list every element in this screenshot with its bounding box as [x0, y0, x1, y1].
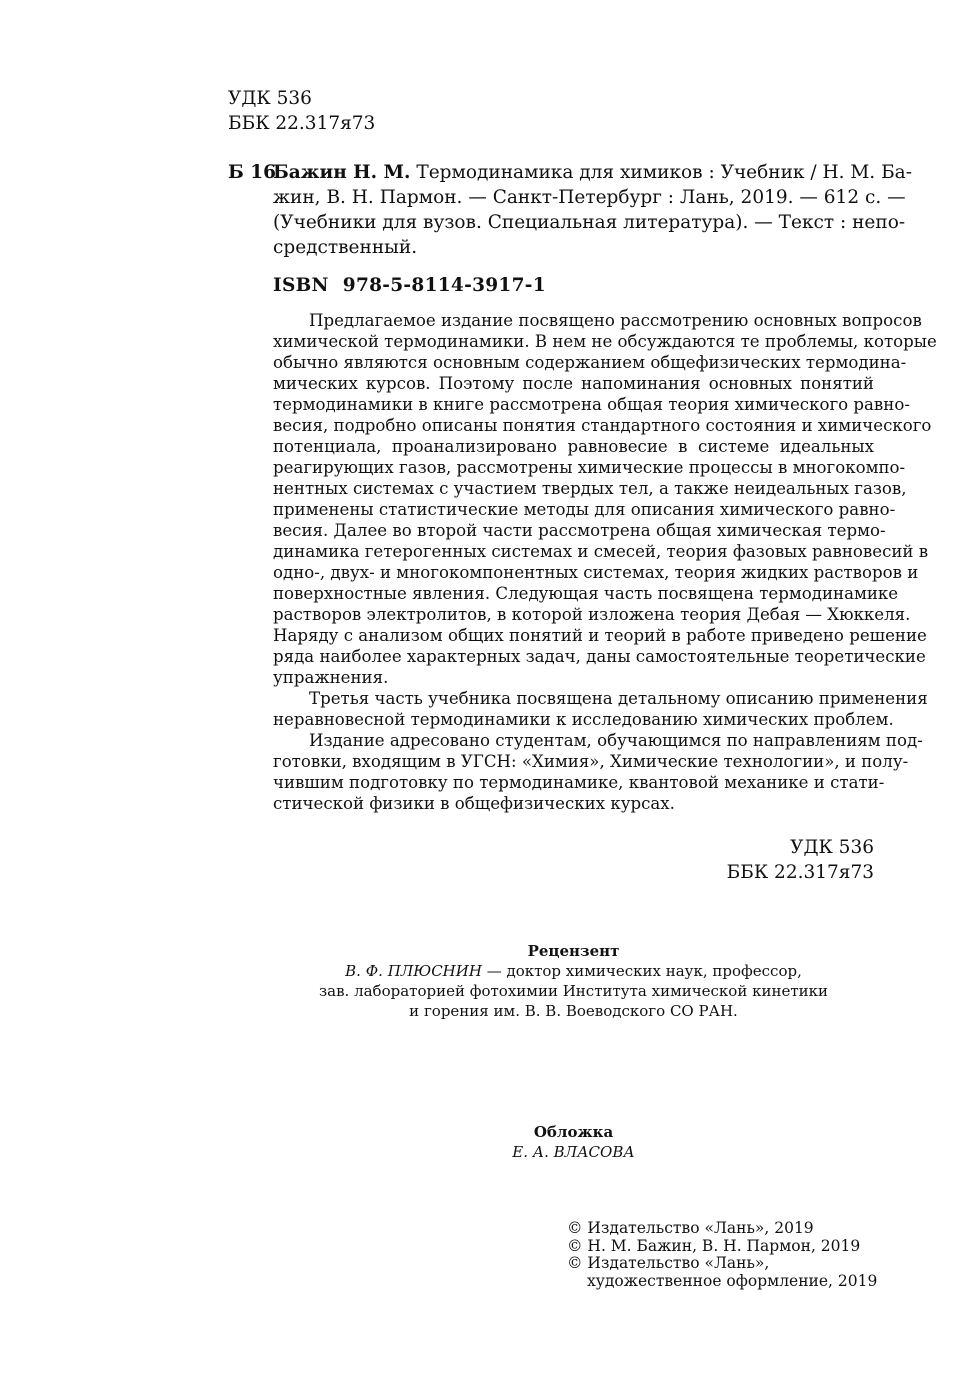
- copyright-line: © Н. М. Бажин, В. Н. Пармон, 2019: [567, 1236, 861, 1255]
- reviewer-title: — доктор химических наук, профессор,: [481, 962, 802, 980]
- udk-code: УДК 536: [790, 837, 874, 858]
- cover-heading: Обложка: [533, 1123, 614, 1141]
- copyright-line: © Издательство «Лань», 2019: [567, 1219, 814, 1237]
- cover-designer: Е. А. ВЛАСОВА: [512, 1143, 635, 1161]
- annotation-line: Третья часть учебника посвящена детальному описанию применения: [309, 689, 928, 708]
- annotation-line: нентных системах с участием твердых тел, а также неидеальных газов,: [273, 479, 907, 498]
- annotation-line: химической термодинамики. В нем не обсуждаются те проблемы, которые: [273, 332, 937, 351]
- author-mark: Б 16: [228, 162, 276, 183]
- annotation-line: потенциала, проанализировано равновесие в системе идеальных: [273, 437, 874, 456]
- copyright-line: художественное оформление, 2019: [587, 1271, 878, 1290]
- annotation: [273, 310, 937, 814]
- reviewer-line-2: зав. лабораторией фотохимии Института химической кинетики: [318, 982, 829, 1000]
- annotation-line: весия, подробно описаны понятия стандартного состояния и химического: [273, 416, 932, 435]
- reviewer-block: [273, 941, 874, 1021]
- reviewer-heading: Рецензент: [527, 942, 620, 960]
- bib-line-4: средственный.: [273, 237, 418, 258]
- annotation-line: обычно являются основным содержанием общефизических термодина-: [273, 353, 907, 372]
- author-name: Бажин Н. М.: [273, 162, 411, 183]
- bib-title: Термодинамика для химиков : Учебник / Н. М. Ба-: [410, 162, 912, 183]
- annotation-line: упражнения.: [273, 668, 389, 687]
- annotation-line: поверхностные явления. Следующая часть посвящена термодинамике: [273, 584, 899, 603]
- annotation-line: Издание адресовано студентам, обучающимся по направлениям под-: [309, 731, 923, 750]
- annotation-line: реагирующих газов, рассмотрены химические процессы в многокомпо-: [273, 458, 906, 477]
- cover-credit: [273, 1122, 874, 1162]
- reviewer-line-1: [273, 961, 874, 981]
- annotation-line: применены статистические методы для описания химического равно-: [273, 500, 896, 519]
- annotation-line: Предлагаемое издание посвящено рассмотрению основных вопросов: [309, 311, 922, 330]
- udk-code: УДК 536: [228, 88, 312, 109]
- isbn-label: ISBN: [273, 275, 329, 296]
- annotation-line: Наряду с анализом общих понятий и теорий в работе приведено решение: [273, 626, 927, 645]
- annotation-line: весия. Далее во второй части рассмотрена общая химическая термо-: [273, 521, 886, 540]
- annotation-line: готовки, входящим в УГСН: «Химия», Химические технологии», и полу-: [273, 752, 909, 771]
- isbn-number: 978-5-8114-3917-1: [342, 275, 546, 296]
- top-classification: [228, 86, 375, 136]
- copyright-block: [567, 1220, 877, 1290]
- annotation-line: динамика гетерогенных системах и смесей, теория фазовых равновесий в: [273, 542, 929, 561]
- reviewer-name: В. Ф. ПЛЮСНИН: [345, 962, 482, 980]
- annotation-line: ряда наиболее характерных задач, даны самостоятельные теоретические: [273, 647, 926, 666]
- bib-line-1: [273, 160, 912, 185]
- annotation-line: термодинамики в книге рассмотрена общая теория химического равно-: [273, 395, 910, 414]
- bbk-code: ББК 22.317я73: [228, 113, 376, 134]
- annotation-line: неравновесной термодинамики к исследованию химических проблем.: [273, 710, 894, 729]
- bib-line-2: жин, В. Н. Пармон. — Санкт-Петербург : Лань, 2019. — 612 с. —: [273, 187, 906, 208]
- annotation-line: мических курсов. Поэтому после напоминания основных понятий: [273, 374, 874, 393]
- annotation-line: стической физики в общефизических курсах.: [273, 794, 675, 813]
- bib-line-3: (Учебники для вузов. Специальная литература). — Текст : непо-: [273, 212, 906, 233]
- bbk-code: ББК 22.317я73: [726, 862, 874, 883]
- isbn: [273, 273, 560, 298]
- bibliographic-record: [273, 160, 912, 260]
- annotation-line: растворов электролитов, в которой изложена теория Дебая — Хюккеля.: [273, 605, 911, 624]
- copyright-line: © Издательство «Лань»,: [567, 1254, 770, 1272]
- bottom-classification: [727, 835, 874, 885]
- annotation-line: чившим подготовку по термодинамике, квантовой механике и стати-: [273, 773, 885, 792]
- reviewer-line-3: и горения им. В. В. Воеводского СО РАН.: [409, 1002, 738, 1020]
- annotation-line: одно-, двух- и многокомпонентных системах, теория жидких растворов и: [273, 563, 919, 582]
